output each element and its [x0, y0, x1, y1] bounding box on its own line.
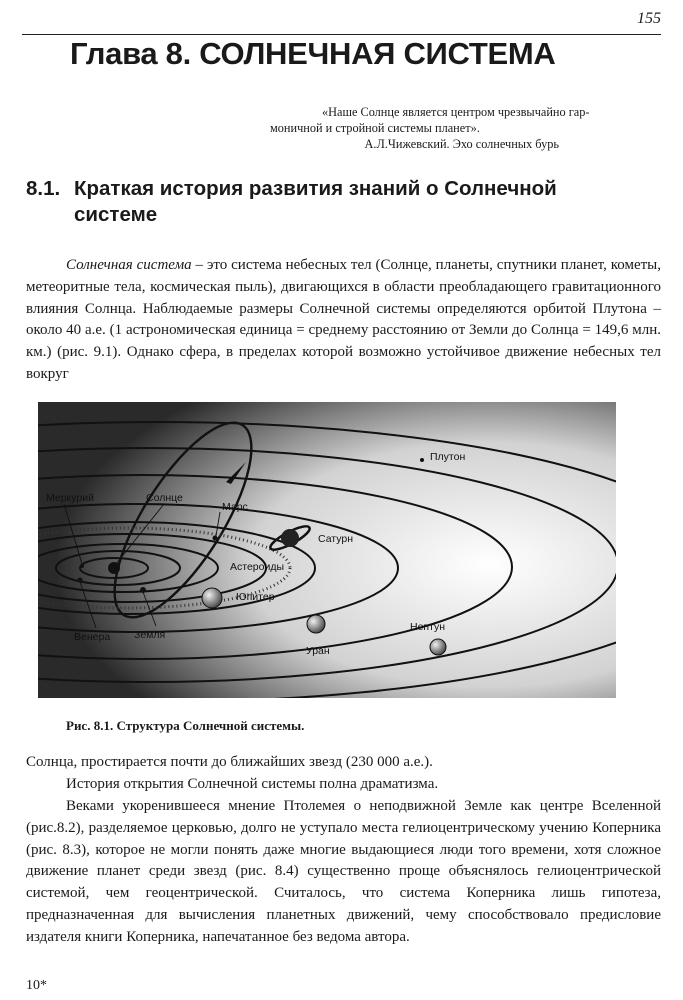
section-title-line-1: Краткая история развития знаний о Солнечной [74, 177, 557, 200]
footer-mark: 10* [26, 978, 47, 993]
label-asteroids: Астероиды [230, 561, 285, 573]
section-title-line-2: системе [74, 203, 158, 226]
label-uranus: Уран [306, 645, 330, 657]
planet-neptune [430, 639, 446, 655]
intro-text: – это система небесных тел (Солнце, планеты, спутники планет, кометы, метеоритные тела, космическая пыль), двигающихся в области преобладающего гравитационного влияния Солнца. Наблюдаемые размеры Солнечной системы определяются орбитой Плутона – около 40 а.е. (1 астрономическая единица = среднему расстоянию от Земли до Солнца = 149,6 млн. км.) (рис. 9.1). Однако сфера, в пределах которой возможно устойчивое движение небесных тел вокруг [26, 257, 661, 382]
epigraph-line-1: «Наше Солнце является центром чрезвычайно гар- [322, 105, 590, 119]
chapter-title: Глава 8. СОЛНЕЧНАЯ СИСТЕМА [70, 36, 556, 71]
body-paragraph-3: Веками укоренившееся мнение Птолемея о неподвижной Земле как центре Вселенной (рис.8.2), разделяемое церковью, долго не уступало места гелиоцентрическому учению Коперника (рис. 8.3), которое не могли понять даже многие выдающиеся люди того времени, хотя сложное движение планет среди звезд (рис. 8.4) существенно проще объяснялось гелиоцентрической системой, чем геоцентрической. Считалось, что система Коперника лишь гипотеза, предназначенная для вычисления планетных движений, чему способствовало предисловие издателя книги Коперника, напечатанное без ведома автора. [26, 798, 661, 945]
solar-system-figure [38, 402, 616, 698]
section-number: 8.1. [26, 177, 61, 200]
label-saturn: Сатурн [318, 533, 354, 545]
label-mercury: Меркурий [46, 492, 94, 504]
header-rule [22, 34, 661, 35]
section-title [26, 176, 626, 228]
epigraph-line-2: моничной и стройной системы планет». [270, 121, 480, 135]
planet-mercury [80, 564, 84, 568]
planet-pluto [420, 458, 424, 462]
label-jupiter: Юпитер [236, 591, 275, 603]
label-pluto: Плутон [430, 451, 466, 463]
page-number: 155 [637, 10, 661, 27]
label-venus: Венера [74, 631, 111, 643]
planet-mars [213, 536, 218, 541]
term-solar-system: Солнечная система [66, 257, 192, 273]
solar-system-diagram [38, 402, 616, 698]
label-earth: Земля [134, 629, 166, 641]
planet-venus [78, 578, 83, 583]
label-sun: Солнце [146, 492, 183, 504]
intro-paragraph [26, 255, 661, 386]
planet-jupiter [202, 588, 222, 608]
figure-caption: Рис. 8.1. Структура Солнечной системы. [66, 718, 305, 733]
epigraph-source: А.Л.Чижевский. Эхо солнечных бурь [364, 137, 559, 151]
body-paragraph-2: История открытия Солнечной системы полна драматизма. [66, 776, 439, 792]
planet-uranus [307, 615, 325, 633]
sun [108, 562, 120, 574]
label-mars: Марс [222, 501, 248, 513]
label-neptune: Нептун [410, 621, 446, 633]
epigraph [270, 104, 655, 152]
body-paragraph-1: Солнца, простирается почти до ближайших звезд (230 000 а.е.). [26, 754, 433, 770]
